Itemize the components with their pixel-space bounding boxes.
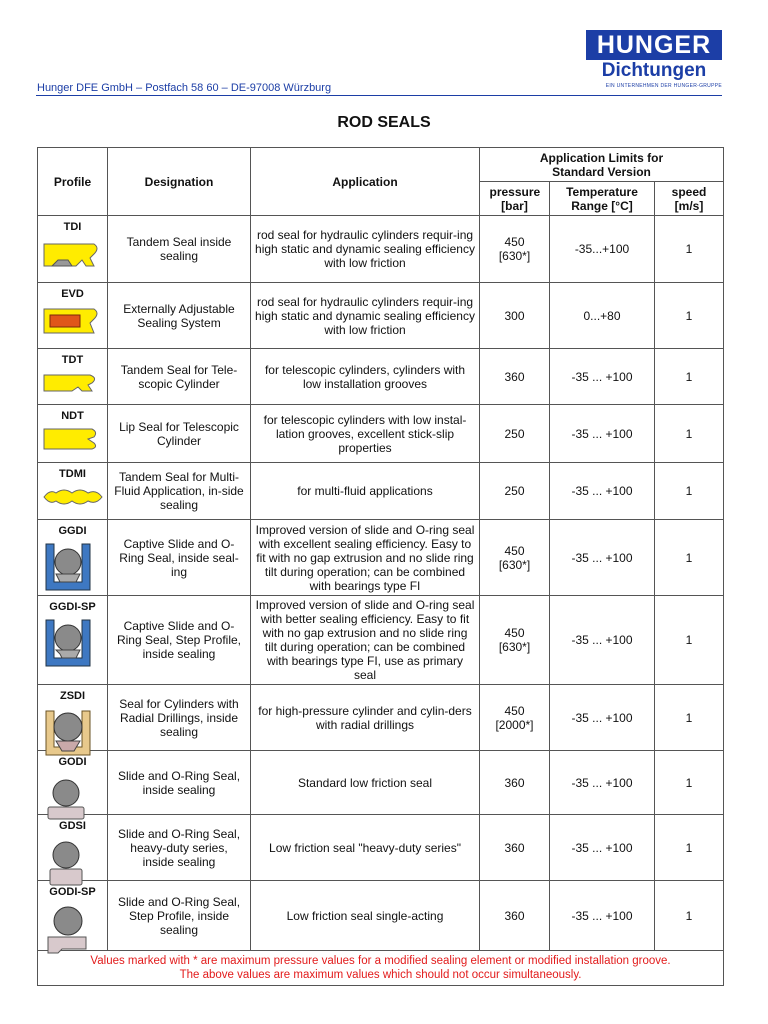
table-row (38, 216, 724, 283)
pressure-cell (480, 520, 550, 596)
profile-name: TDI (63, 221, 82, 233)
profile-cell (38, 216, 108, 283)
speed-cell: 1 (655, 685, 724, 751)
application-text: rod seal for hydraulic cylinders requir-ing high static and dynamic sealing efficiency with low friction (255, 228, 475, 270)
speed-cell: 1 (655, 881, 724, 951)
designation-text: Lip Seal for Telescopic Cylinder (119, 419, 239, 448)
speed-cell: 1 (655, 463, 724, 520)
speed-cell: 1 (655, 596, 724, 685)
tdmi-profile-icon (42, 483, 104, 516)
profile-cell (38, 463, 108, 520)
speed-cell: 1 (655, 520, 724, 596)
table-row (38, 520, 724, 596)
header-pressure (480, 182, 550, 216)
ndt-profile-icon (42, 425, 100, 458)
pressure-cell (480, 881, 550, 951)
pressure-text: 450 [630*] (498, 235, 531, 263)
application-text: Improved version of slide and O-ring seal with better sealing efficiency. Easy to fit with no gap extrusion and no slide ring tilt during operation; can be combined with bearings type FI, use as primary seal (255, 598, 475, 682)
temperature-cell: -35 ... +100 (550, 596, 655, 685)
designation-cell (108, 596, 251, 685)
header-temperature (550, 182, 655, 216)
tdi-profile-icon (42, 236, 100, 277)
header-designation: Designation (108, 148, 251, 216)
pressure-text: 450 [630*] (498, 543, 531, 572)
temperature-cell: -35 ... +100 (550, 463, 655, 520)
application-cell (251, 751, 480, 815)
temperature-cell: -35 ... +100 (550, 815, 655, 881)
profile-cell (38, 405, 108, 463)
application-cell (251, 283, 480, 349)
designation-cell (108, 216, 251, 283)
table-row (38, 349, 724, 405)
header-limits (480, 148, 724, 182)
application-cell (251, 881, 480, 951)
profile-cell (38, 349, 108, 405)
speed-cell: 1 (655, 815, 724, 881)
header-pressure-text: pressure [bar] (489, 184, 541, 213)
application-cell (251, 349, 480, 405)
application-text: Improved version of slide and O-ring seal with excellent sealing efficiency. Easy to fit with no gap extrusion and no slide ring tilt during operation; can be combined with bearings type FI (255, 522, 475, 593)
table-row (38, 283, 724, 349)
designation-cell (108, 685, 251, 751)
profile-name: GGDI-SP (49, 601, 96, 613)
speed-cell: 1 (655, 405, 724, 463)
profile-cell (38, 520, 108, 596)
temperature-cell: -35 ... +100 (550, 349, 655, 405)
application-text: for multi-fluid applications (297, 484, 433, 498)
pressure-cell (480, 463, 550, 520)
pressure-cell (480, 685, 550, 751)
pressure-text: 250 (504, 484, 525, 498)
table-row (38, 815, 724, 881)
designation-text: Externally Adjustable Sealing System (123, 301, 235, 330)
application-text: for telescopic cylinders, cylinders with low installation grooves (264, 362, 466, 391)
pressure-text: 450 [2000*] (495, 703, 534, 732)
application-cell (251, 216, 480, 283)
ggdi-sp-profile-icon (42, 616, 94, 671)
table-row (38, 685, 724, 751)
application-cell (251, 685, 480, 751)
profile-cell (38, 685, 108, 751)
header-limits-text: Application Limits for Standard Version (539, 150, 664, 179)
table-row (38, 751, 724, 815)
profile-name: ZSDI (59, 690, 86, 702)
application-cell (251, 405, 480, 463)
profile-cell (38, 283, 108, 349)
temperature-cell: -35 ... +100 (550, 520, 655, 596)
designation-text: Tandem Seal inside sealing (126, 235, 232, 263)
profile-name: TDMI (59, 468, 86, 480)
profile-cell (38, 881, 108, 951)
profile-name: GODI-SP (49, 886, 96, 898)
application-text: Low friction seal single-acting (286, 908, 444, 923)
designation-cell (108, 881, 251, 951)
application-cell (251, 520, 480, 596)
pressure-text: 360 (504, 369, 525, 384)
speed-cell: 1 (655, 216, 724, 283)
temperature-cell: -35...+100 (550, 216, 655, 283)
table-row (38, 881, 724, 951)
designation-text: Tandem Seal for Multi-Fluid Application, in-side sealing (114, 470, 244, 512)
page-title: ROD SEALS (337, 114, 431, 131)
pressure-text: 360 (504, 908, 525, 923)
pressure-text: 250 (504, 426, 525, 441)
pressure-cell (480, 216, 550, 283)
tdt-profile-icon (42, 369, 100, 402)
designation-cell (108, 815, 251, 881)
designation-text: Slide and O-Ring Seal, Step Profile, inside sealing (117, 894, 241, 937)
pressure-cell (480, 349, 550, 405)
application-text: Low friction seal "heavy-duty series" (269, 840, 461, 855)
temperature-cell: -35 ... +100 (550, 881, 655, 951)
logo-tagline: EIN UNTERNEHMEN DER HUNGER-GRUPPE (605, 83, 722, 89)
ggdi-profile-icon (42, 540, 94, 595)
designation-cell (108, 520, 251, 596)
pressure-text: 360 (504, 840, 525, 855)
designation-text: Slide and O-Ring Seal, inside sealing (117, 768, 241, 797)
designation-cell (108, 751, 251, 815)
profile-name: GODI (58, 756, 87, 768)
header-application: Application (251, 148, 480, 216)
application-cell (251, 463, 480, 520)
temperature-cell: -35 ... +100 (550, 405, 655, 463)
application-text: rod seal for hydraulic cylinders requir-ing high static and dynamic sealing efficiency with low friction (255, 294, 475, 337)
header-speed (655, 182, 724, 216)
evd-profile-icon (42, 303, 100, 344)
designation-text: Slide and O-Ring Seal, heavy-duty series, inside sealing (117, 826, 241, 869)
pressure-cell (480, 596, 550, 685)
designation-text: Captive Slide and O-Ring Seal, Step Profile, inside sealing (116, 619, 242, 661)
profile-cell (38, 596, 108, 685)
application-text: for telescopic cylinders with low instal-lation grooves, excellent stick-slip properties (263, 412, 467, 455)
designation-cell (108, 283, 251, 349)
pressure-cell (480, 815, 550, 881)
table-row (38, 405, 724, 463)
profile-name: GDSI (59, 820, 86, 832)
speed-cell: 1 (655, 349, 724, 405)
table-row (38, 463, 724, 520)
header-profile: Profile (38, 148, 108, 216)
speed-cell: 1 (655, 751, 724, 815)
profile-cell (38, 815, 108, 881)
profile-name: TDT (61, 354, 84, 366)
pressure-text: 450 [630*] (498, 626, 531, 654)
application-cell (251, 815, 480, 881)
application-text: Standard low friction seal (297, 775, 433, 790)
pressure-cell (480, 751, 550, 815)
table-row (38, 596, 724, 685)
profile-name: GGDI (58, 525, 87, 537)
company-address: Hunger DFE GmbH – Postfach 58 60 – DE-97008 Würzburg (37, 82, 332, 94)
designation-cell (108, 463, 251, 520)
application-cell (251, 596, 480, 685)
rod-seals-table (37, 147, 724, 986)
profile-cell (38, 751, 108, 815)
logo-top: HUNGER (586, 30, 722, 60)
godi-sp-profile-icon (42, 901, 94, 960)
pressure-text: 360 (504, 775, 525, 790)
designation-text: Seal for Cylinders with Radial Drillings, inside sealing (119, 696, 239, 739)
hunger-logo (586, 30, 722, 89)
designation-cell (108, 349, 251, 405)
footnote-line-2: The above values are maximum values which should not occur simultaneously. (179, 969, 582, 981)
designation-cell (108, 405, 251, 463)
header-speed-text: speed [m/s] (671, 184, 707, 213)
logo-bottom: Dichtungen (601, 60, 707, 81)
footnote-line-1: Values marked with * are maximum pressure values for a modified sealing element or modified installation groove. (90, 955, 671, 967)
temperature-cell: -35 ... +100 (550, 751, 655, 815)
pressure-text: 300 (504, 308, 525, 323)
speed-cell: 1 (655, 283, 724, 349)
footnote (38, 951, 724, 986)
header-divider (36, 95, 722, 96)
temperature-cell: 0...+80 (550, 283, 655, 349)
profile-name: NDT (61, 410, 84, 422)
temperature-cell: -35 ... +100 (550, 685, 655, 751)
application-text: for high-pressure cylinder and cylin-ders with radial drillings (258, 703, 472, 732)
designation-text: Captive Slide and O-Ring Seal, inside seal-ing (119, 536, 239, 579)
profile-name: EVD (61, 288, 84, 300)
header-temperature-text: Temperature Range [°C] (566, 184, 638, 213)
pressure-cell (480, 405, 550, 463)
designation-text: Tandem Seal for Tele-scopic Cylinder (120, 362, 238, 391)
pressure-cell (480, 283, 550, 349)
